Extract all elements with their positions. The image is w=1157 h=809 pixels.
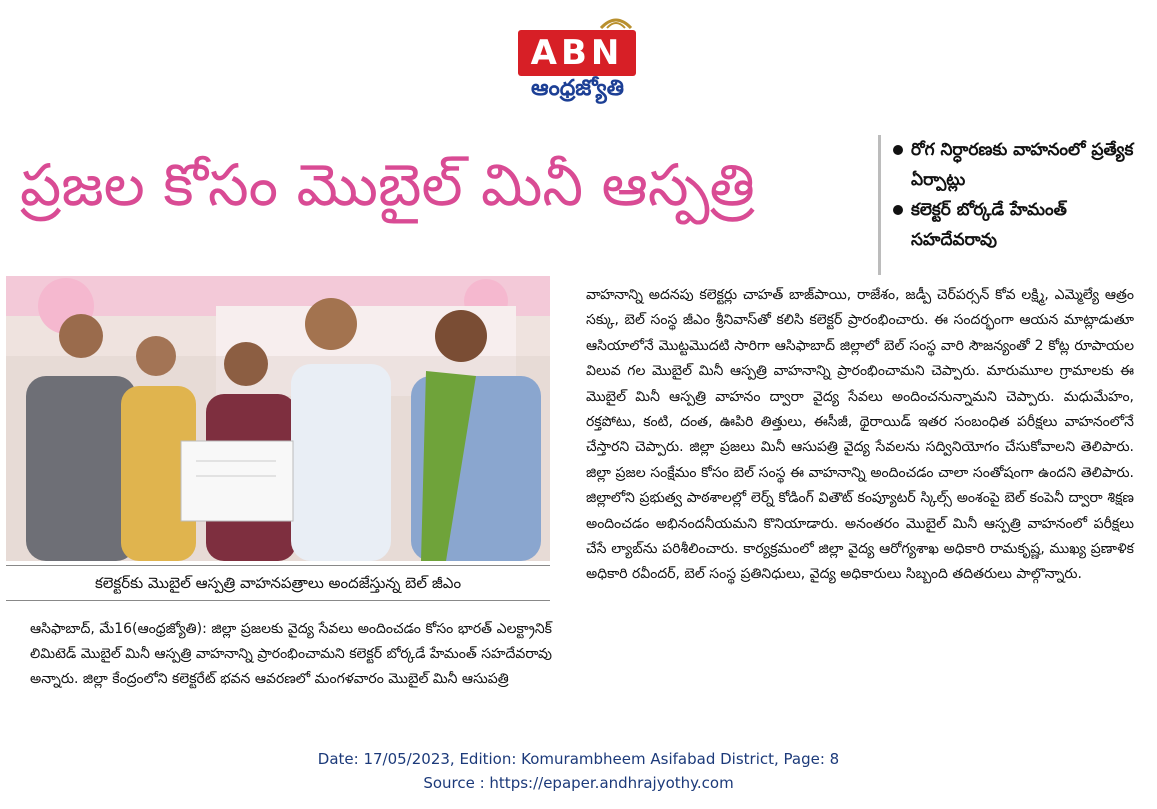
logo-brand: ABN — [530, 33, 624, 73]
highlight-text: రోగ నిర్ధారణకు వాహనంలో ప్రత్యేక ఏర్పాట్లు — [911, 140, 1134, 190]
logo-box — [518, 30, 636, 76]
logo-swirl-icon — [597, 10, 635, 32]
highlight-item — [893, 195, 1148, 255]
logo-sub: ఆంధ్రజ్యోతి — [531, 76, 624, 101]
article-right-column: వాహనాన్ని అదనపు కలెక్టర్లు చాహత్ బాజ్‌పాయి, రాజేశం, జడ్పీ చెర్‌పర్సన్ కోవ లక్ష్మి, ఎమ్మెల్యే ఆత్రం సక్కు, బెల్ సంస్థ జీఎం శ్రీనివాస్‌తో కలిసి కలెక్టర్ ప్రారంభించారు. ఈ సందర్భంగా ఆయన మాట్లాడుతూ ఆసియాలోనే మొట్టమొదటి సారిగా ఆసిఫాబాద్ జిల్లాలో బెల్ సంస్థ వారి సౌజన్యంతో 2 కోట్ల రూపాయల విలువ గల మొబైల్ మినీ ఆస్పత్రి వాహనాన్ని ప్రారంభించామని చెప్పారు. మారుమూల గ్రామాలకు ఈ మొబైల్ మినీ ఆస్పత్రి వాహనం ద్వారా వైద్య సేవలు అందించనున్నామని చెప్పారు. మధుమేహం, రక్తపోటు, కంటి, దంత, ఊపిరి తిత్తులు, ఈసీజీ, థైరాయిడ్ ఇతర సంబంధిత పరీక్షలు వాహనంలోనే చేస్తారని చెప్పారు. జిల్లా ప్రజలు మినీ ఆసుపత్రి వైద్య సేవలను సద్వినియోగం చేసుకోవాలని తెలిపారు. జిల్లా ప్రజల సంక్షేమం కోసం బెల్ సంస్థ ఈ వాహనాన్ని అందించడం చాలా సంతోషంగా ఉందని తెలిపారు. జిల్లాలోని ప్రభుత్వ పాఠశాలల్లో లెర్న్ కోడింగ్ వితౌట్ కంప్యూటర్ స్కిల్స్ అంశంపై బెల్ కంపెనీ ద్వారా శిక్షణ అందించడం అభినందనీయమని కొనియాడారు. అనంతరం మొబైల్ మినీ ఆస్పత్రి వాహనంలో పరీక్షలు చేసే ల్యాబ్‌ను పరిశీలించారు. కార్యక్రమంలో జిల్లా వైద్య ఆరోగ్యశాఖ అధికారి రామకృష్ణ, ముఖ్య ప్రణాళిక అధికారి రవీందర్, బెల్ సంస్థ ప్రతినిధులు, వైద్య అధికారులు సిబ్బంది తదితరులు పాల్గొన్నారు. — [586, 287, 1134, 583]
photo-caption: కలెక్టర్‌కు మొబైల్ ఆస్పత్రి వాహనపత్రాలు అందజేస్తున్న బెల్ జీఎం — [6, 565, 550, 601]
footer-source: Source : https://epaper.andhrajyothy.com — [423, 774, 734, 792]
news-photo — [6, 276, 550, 561]
abn-logo — [515, 10, 640, 106]
highlight-text: కలెక్టర్ బోర్కడే హేమంత్ సహదేవరావు — [911, 200, 1067, 250]
page-footer — [0, 747, 1157, 795]
footer-date-edition: Date: 17/05/2023, Edition: Komurambheem Asifabad District, Page: 8 — [317, 750, 840, 768]
article-left-column: ఆసిఫాబాద్, మే16(ఆంధ్రజ్యోతి): జిల్లా ప్రజలకు వైద్య సేవలు అందించడం కోసం భారత్ ఎలక్ట్రానిక్ లిమిటెడ్ మొబైల్ మినీ ఆస్పత్రి వాహనాన్ని ప్రారంభించామని కలెక్టర్ బోర్కడే హేమంత్ సహదేవరావు అన్నారు. జిల్లా కేంద్రంలోని కలెక్టరేట్ భవన ఆవరణలో మంగళవారం మొబైల్ మినీ ఆసుపత్రి — [30, 621, 552, 687]
headline: ప్రజల కోసం మొబైల్ మినీ ఆస్పత్రి — [20, 151, 755, 219]
news-photo-illustration — [6, 276, 550, 561]
highlight-item — [893, 135, 1148, 195]
bullet-icon — [893, 145, 903, 155]
bullet-icon — [893, 205, 903, 215]
highlights-box — [878, 135, 1148, 275]
